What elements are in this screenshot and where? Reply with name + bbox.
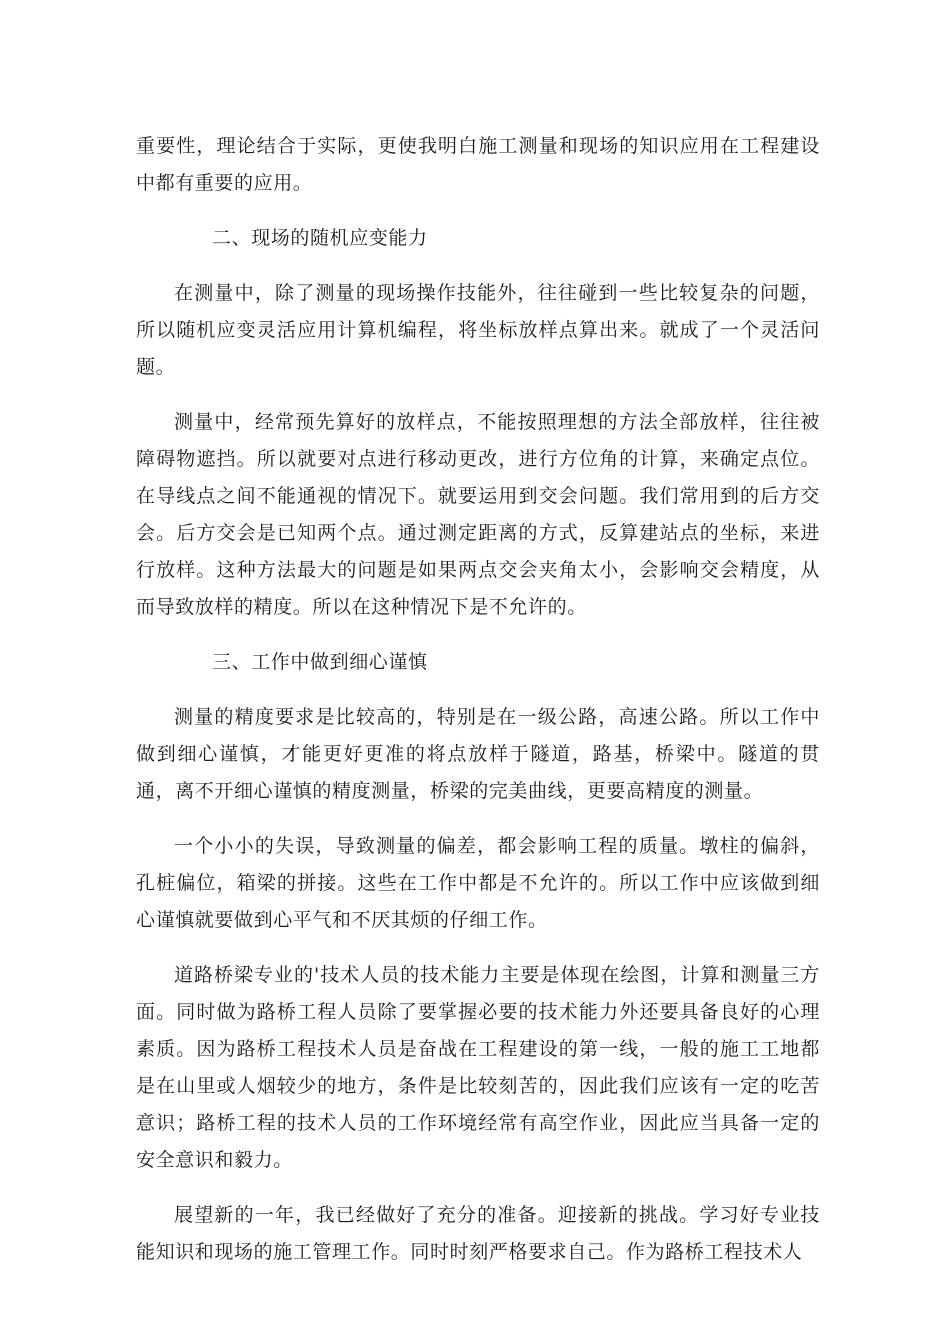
paragraph: 测量的精度要求是比较高的，特别是在一级公路，高速公路。所以工作中做到细心谨慎，才能更好更准的将点放样于隧道，路基，桥梁中。隧道的贯通，离不开细心谨慎的精度测量，桥梁的完美曲线，更要高精度的测量。 [136,706,820,802]
paragraph: 测量中，经常预先算好的放样点，不能按照理想的方法全部放样，往往被障碍物遮挡。所以就要对点进行移动更改，进行方位角的计算，来确定点位。在导线点之间不能通视的情况下。就要运用到交会问题。我们常用到的后方交会。后方交会是已知两个点。通过测定距离的方式，反算建站点的坐标，来进行放样。这种方法最大的问题是如果两点交会夹角太小，会影响交会精度，从而导致放样的精度。所以在这种情况下是不允许的。 [136,411,820,618]
section-heading-3: 三、工作中做到细心谨慎 [212,651,428,673]
paragraph: 在测量中，除了测量的现场操作技能外，往往碰到一些比较复杂的问题，所以随机应变灵活应用计算机编程，将坐标放样点算出来。就成了一个灵活问题。 [136,282,820,378]
paragraph: 道路桥梁专业的'技术人员的技术能力主要是体现在绘图，计算和测量三方面。同时做为路桥工程人员除了要掌握必要的技术能力外还要具备良好的心理素质。因为路桥工程技术人员是奋战在工程建设的第一线，一般的施工工地都是在山里或人烟较少的地方，条件是比较刻苦的，因此我们应该有一定的吃苦意识；路桥工程的技术人员的工作环境经常有高空作业，因此应当具备一定的安全意识和毅力。 [136,964,820,1171]
section-heading-2: 二、现场的随机应变能力 [212,227,428,249]
paragraph-truncated: 展望新的一年，我已经做好了充分的准备。迎接新的挑战。学习好专业技能知识和现场的施工管理工作。同时时刻严格要求自己。作为路桥工程技术人 [136,1204,820,1263]
paragraph: 一个小小的失误，导致测量的偏差，都会影响工程的质量。墩柱的偏斜，孔桩偏位，箱梁的拼接。这些在工作中都是不允许的。所以工作中应该做到细心谨慎就要做到心平气和不厌其烦的仔细工作。 [136,835,820,931]
document-body [136,128,820,1289]
paragraph-continued: 重要性，理论结合于实际，更使我明白施工测量和现场的知识应用在工程建设中都有重要的应用。 [136,135,820,194]
